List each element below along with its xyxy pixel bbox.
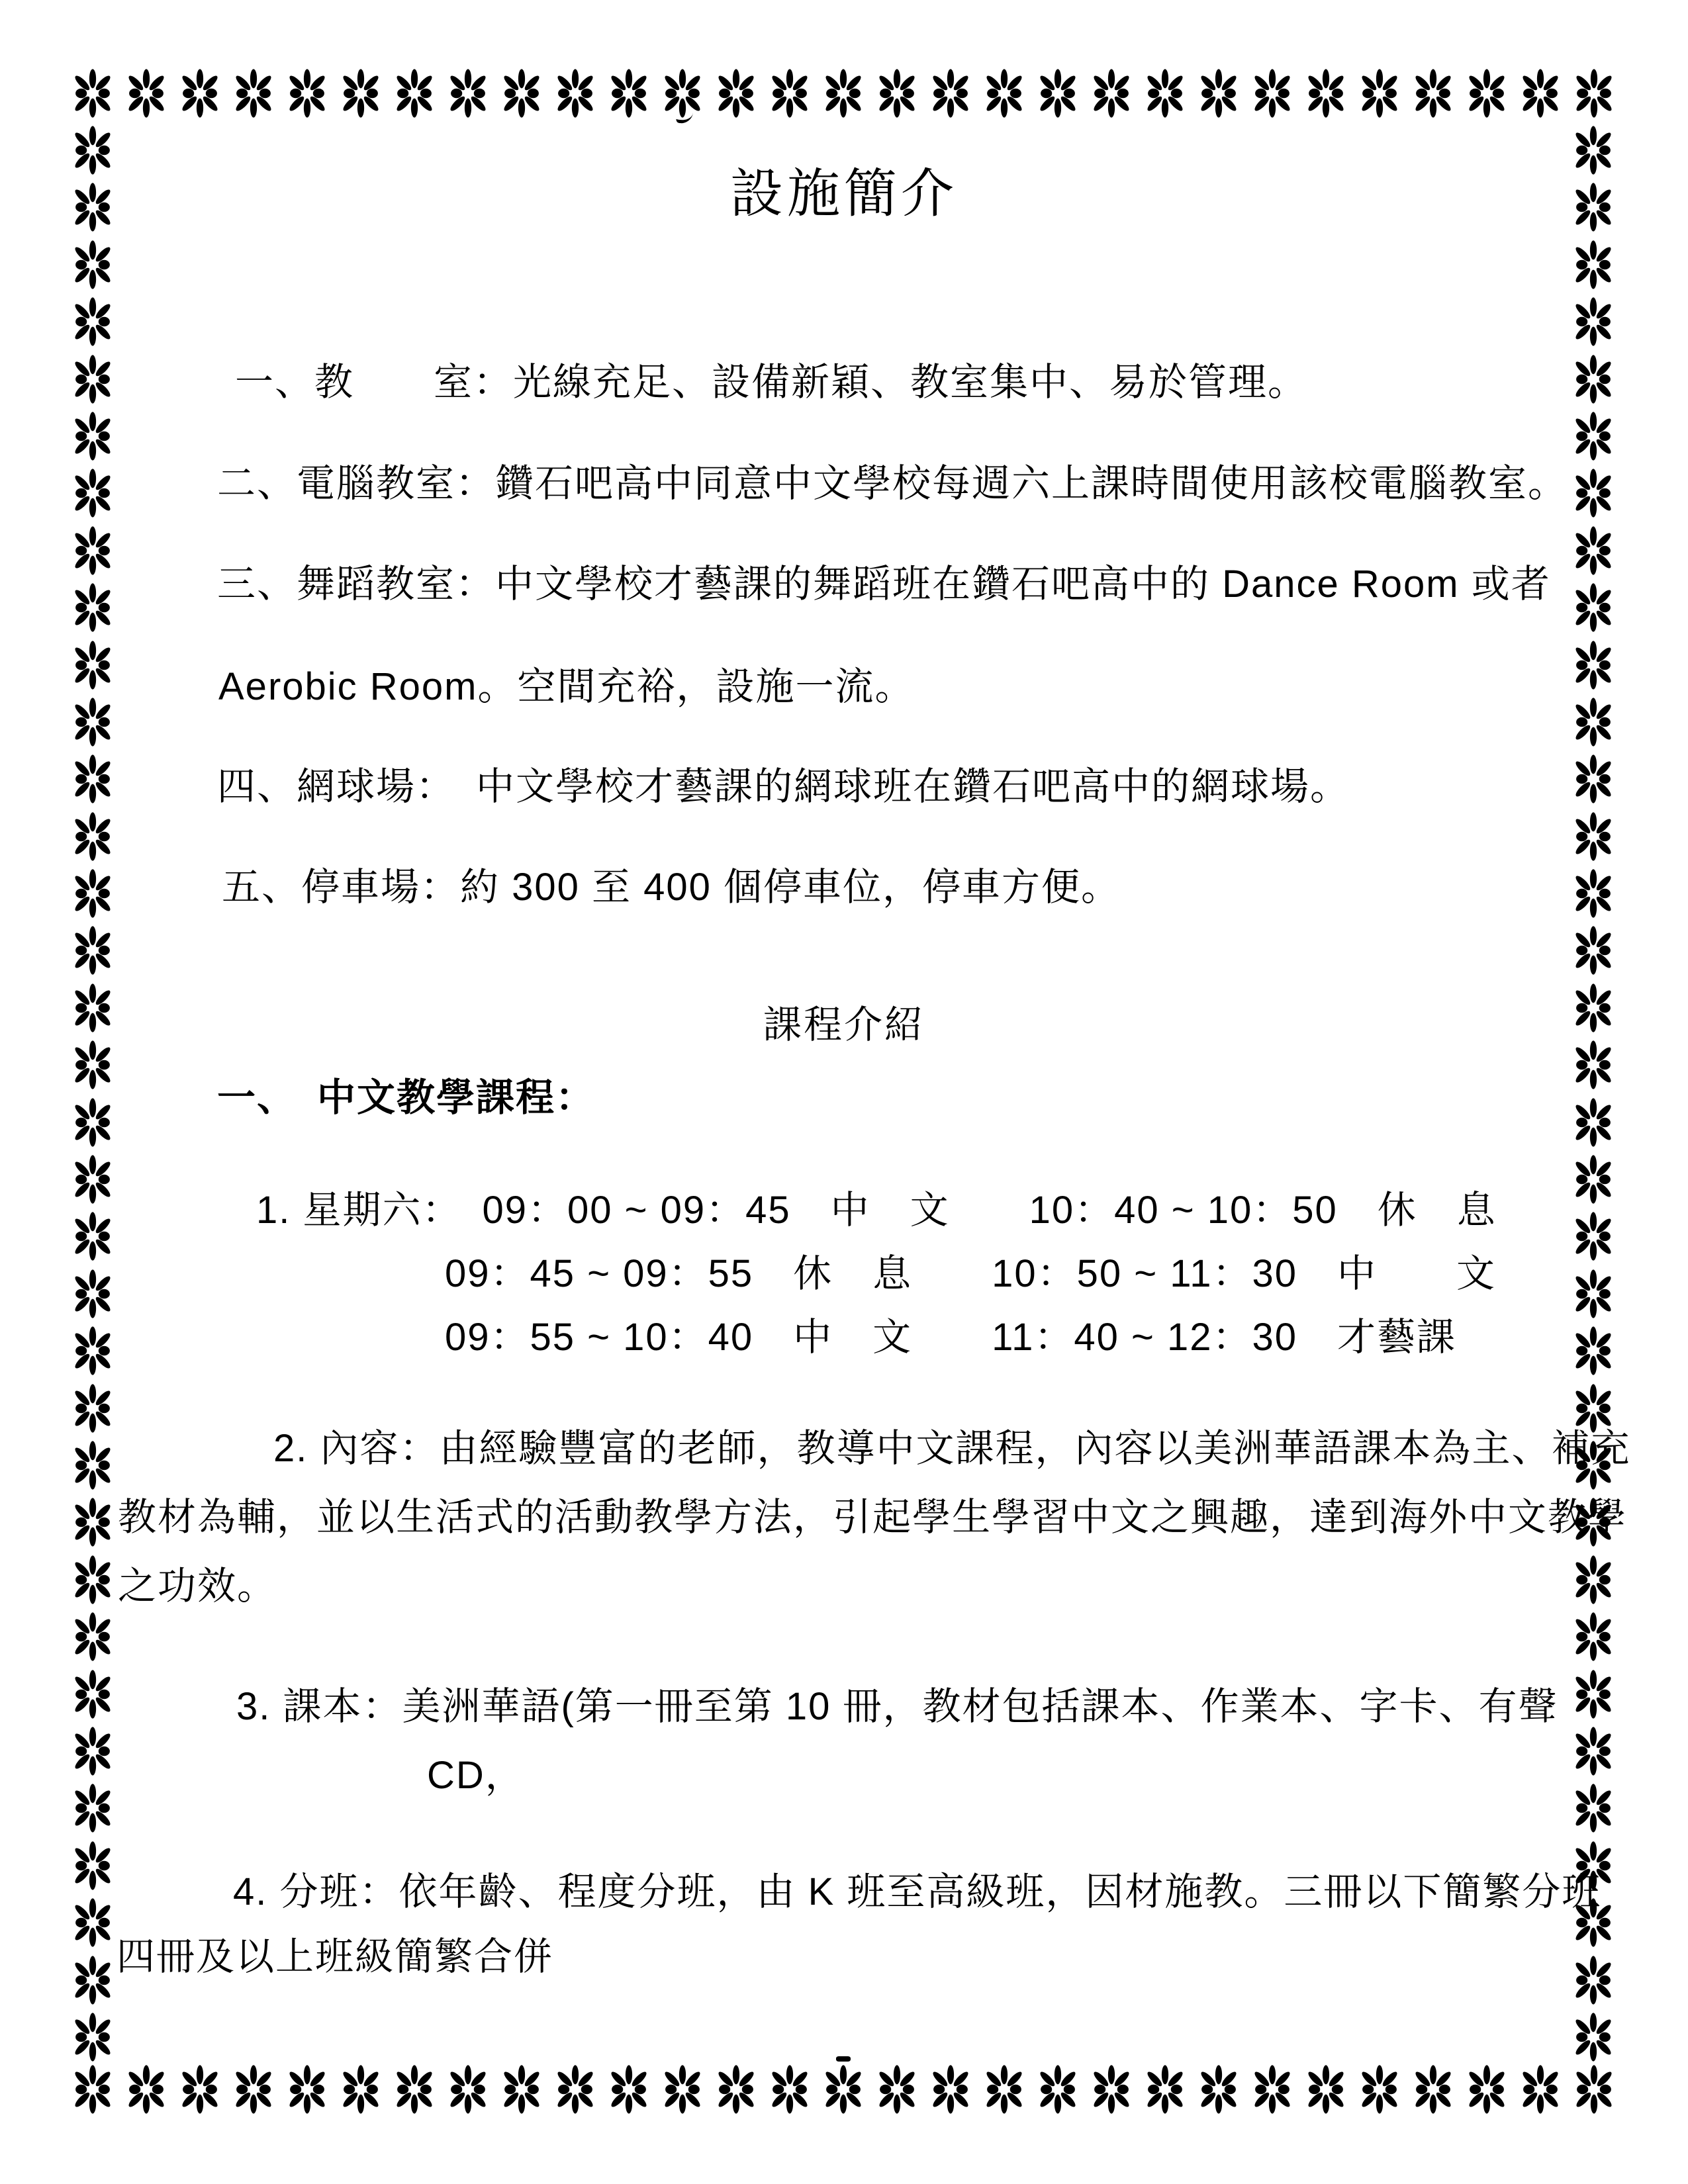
facility-item-parking-lot: 五、停車場：約 300 至 400 個停車位，停車方便。 (222, 866, 1121, 909)
facility-item-tennis-court: 四、網球場： 中文學校才藝課的網球班在鑽石吧高中的網球場。 (217, 765, 1350, 808)
flower-border-icon (71, 2013, 115, 2062)
flower-border-icon (71, 297, 115, 346)
border-bottom (71, 2065, 1616, 2114)
flower-border-icon (71, 1269, 115, 1318)
flower-border-icon (1571, 754, 1615, 803)
flower-border-icon (71, 1384, 115, 1433)
content-paragraph-line-2: 教材為輔，並以生活式的活動教學方法，引起學生學習中文之興趣，達到海外中文教學 (118, 1496, 1628, 1539)
flower-border-icon (1571, 1727, 1615, 1776)
flower-border-icon (1571, 412, 1615, 461)
flower-border-icon (71, 869, 115, 918)
flower-border-icon (821, 2065, 865, 2114)
flower-border-icon (500, 2065, 543, 2114)
flower-border-icon (1571, 1098, 1615, 1147)
flower-border-icon (1197, 69, 1241, 118)
flower-border-icon (285, 69, 329, 118)
flower-border-icon (1571, 812, 1615, 861)
schedule-line-1: 1. 星期六： 09：00 ~ 09：45 中 文 10：40 ~ 10：50 休 息 (256, 1189, 1497, 1232)
flower-border-icon (1571, 526, 1615, 575)
border-top (71, 69, 1616, 118)
flower-border-icon (71, 1098, 115, 1147)
flower-border-icon (71, 355, 115, 404)
flower-border-icon (446, 69, 490, 118)
textbook-line-2: CD， (427, 1754, 525, 1797)
content-paragraph-line-1: 2. 內容：由經驗豐富的老師，教導中文課程，內容以美洲華語課本為主、補充 (273, 1427, 1631, 1470)
flower-border-icon (71, 1784, 115, 1833)
flower-border-icon (1036, 2065, 1080, 2114)
flower-border-icon (1465, 69, 1509, 118)
flower-border-icon (178, 2065, 222, 2114)
flower-border-icon (285, 2065, 329, 2114)
facility-item-classroom: 一、教 室：光線充足、設備新穎、教室集中、易於管理。 (235, 361, 1308, 404)
flower-border-icon (929, 69, 972, 118)
flower-border-icon (1571, 355, 1615, 404)
flower-border-icon (71, 526, 115, 575)
flower-border-icon (71, 1326, 115, 1375)
placement-line-1: 4. 分班：依年齡、程度分班，由 K 班至高級班，因材施教。三冊以下簡繁分班 (233, 1870, 1602, 1913)
flower-border-icon (875, 69, 919, 118)
flower-border-icon (1358, 2065, 1401, 2114)
flower-border-icon (1571, 240, 1615, 289)
flower-border-icon (982, 69, 1026, 118)
flower-border-icon (124, 2065, 168, 2114)
flower-border-icon (1571, 926, 1615, 975)
flower-border-icon (1571, 1956, 1615, 2005)
flower-border-icon (71, 412, 115, 461)
flower-border-icon (1571, 641, 1615, 690)
flower-border-icon (1571, 1384, 1615, 1433)
flower-border-icon (1090, 69, 1133, 118)
flower-border-icon (1571, 2013, 1615, 2062)
flower-border-icon (71, 1841, 115, 1890)
schedule-line-2: 09：45 ~ 09：55 休 息 10：50 ~ 11：30 中 文 (445, 1252, 1497, 1295)
flower-border-icon (1571, 1784, 1615, 1833)
flower-border-icon (1572, 69, 1616, 118)
flower-border-icon (875, 2065, 919, 2114)
flower-border-icon (1571, 869, 1615, 918)
flower-border-icon (71, 754, 115, 803)
flower-border-icon (982, 2065, 1026, 2114)
flower-border-icon (71, 1441, 115, 1490)
flower-border-icon (1571, 583, 1615, 632)
textbook-line-1: 3. 課本：美洲華語(第一冊至第 10 冊，教材包括課本、作業本、字卡、有聲 (236, 1685, 1558, 1728)
flower-border-icon (71, 2065, 115, 2114)
flower-border-icon (71, 240, 115, 289)
flower-border-icon (1197, 2065, 1241, 2114)
heading-chinese-curriculum: 一、 中文教學課程： (217, 1076, 596, 1119)
border-right (1571, 126, 1615, 2062)
flower-border-icon (1304, 69, 1348, 118)
stray-mark-bottom (836, 2056, 851, 2062)
flower-border-icon (71, 69, 115, 118)
flower-border-icon (1519, 2065, 1562, 2114)
flower-border-icon (232, 2065, 275, 2114)
flower-border-icon (1571, 1670, 1615, 1719)
flower-border-icon (1571, 1155, 1615, 1204)
facility-item-dance-room: 三、舞蹈教室：中文學校才藝課的舞蹈班在鑽石吧高中的 Dance Room 或者 (217, 563, 1551, 606)
flower-border-icon (821, 69, 865, 118)
flower-border-icon (553, 69, 597, 118)
flower-border-icon (446, 2065, 490, 2114)
flower-border-icon (1358, 69, 1401, 118)
content-paragraph-line-3: 之功效。 (118, 1565, 277, 1608)
page-title: 設施簡介 (730, 164, 958, 223)
flower-border-icon (71, 1212, 115, 1261)
flower-border-icon (714, 69, 758, 118)
flower-border-icon (1250, 2065, 1294, 2114)
flower-border-icon (71, 1898, 115, 1947)
flower-border-icon (1090, 2065, 1133, 2114)
flower-border-icon (393, 2065, 436, 2114)
facility-item-dance-room-cont: Aerobic Room。空間充裕，設施一流。 (218, 665, 915, 708)
flower-border-icon (1571, 1555, 1615, 1604)
flower-border-icon (71, 1155, 115, 1204)
flower-border-icon (71, 583, 115, 632)
stray-mark-top (676, 110, 693, 124)
flower-border-icon (714, 2065, 758, 2114)
flower-border-icon (339, 69, 383, 118)
flower-border-icon (1143, 69, 1187, 118)
flower-border-icon (768, 69, 812, 118)
flower-border-icon (1571, 1612, 1615, 1661)
flower-border-icon (71, 1670, 115, 1719)
section-title-courses: 課程介紹 (763, 1003, 925, 1046)
flower-border-icon (1036, 69, 1080, 118)
flower-border-icon (71, 1727, 115, 1776)
flower-border-icon (1571, 469, 1615, 518)
flower-border-icon (607, 69, 651, 118)
flower-border-icon (1571, 1326, 1615, 1375)
flower-border-icon (124, 69, 168, 118)
flower-border-icon (553, 2065, 597, 2114)
flower-border-icon (71, 1040, 115, 1089)
flower-border-icon (1465, 2065, 1509, 2114)
flower-border-icon (178, 69, 222, 118)
flower-border-icon (1571, 1040, 1615, 1089)
flower-border-icon (71, 926, 115, 975)
facility-item-computer-room: 二、電腦教室：鑽石吧高中同意中文學校每週六上課時間使用該校電腦教室。 (217, 462, 1568, 505)
flower-border-icon (232, 69, 275, 118)
flower-border-icon (71, 698, 115, 747)
flower-border-icon (1250, 69, 1294, 118)
flower-border-icon (1519, 69, 1562, 118)
flower-border-icon (1571, 297, 1615, 346)
flower-border-icon (1571, 698, 1615, 747)
flower-border-icon (1411, 69, 1455, 118)
flower-border-icon (1304, 2065, 1348, 2114)
flower-border-icon (71, 469, 115, 518)
flower-border-icon (1572, 2065, 1616, 2114)
flower-border-icon (1571, 1212, 1615, 1261)
border-left (71, 126, 115, 2062)
flower-border-icon (500, 69, 543, 118)
flower-border-icon (71, 1612, 115, 1661)
flower-border-icon (71, 1555, 115, 1604)
flower-border-icon (1411, 2065, 1455, 2114)
flower-border-icon (607, 2065, 651, 2114)
flower-border-icon (1571, 1269, 1615, 1318)
schedule-line-3: 09：55 ~ 10：40 中 文 11：40 ~ 12：30 才藝課 (445, 1316, 1457, 1359)
flower-border-icon (339, 2065, 383, 2114)
placement-line-2: 四冊及以上班級簡繁合併 (117, 1935, 554, 1978)
flower-border-icon (768, 2065, 812, 2114)
flower-border-icon (661, 2065, 704, 2114)
flower-border-icon (929, 2065, 972, 2114)
flower-border-icon (71, 1956, 115, 2005)
flower-border-icon (1143, 2065, 1187, 2114)
flower-border-icon (393, 69, 436, 118)
flower-border-icon (71, 812, 115, 861)
flower-border-icon (71, 1498, 115, 1547)
flower-border-icon (71, 641, 115, 690)
